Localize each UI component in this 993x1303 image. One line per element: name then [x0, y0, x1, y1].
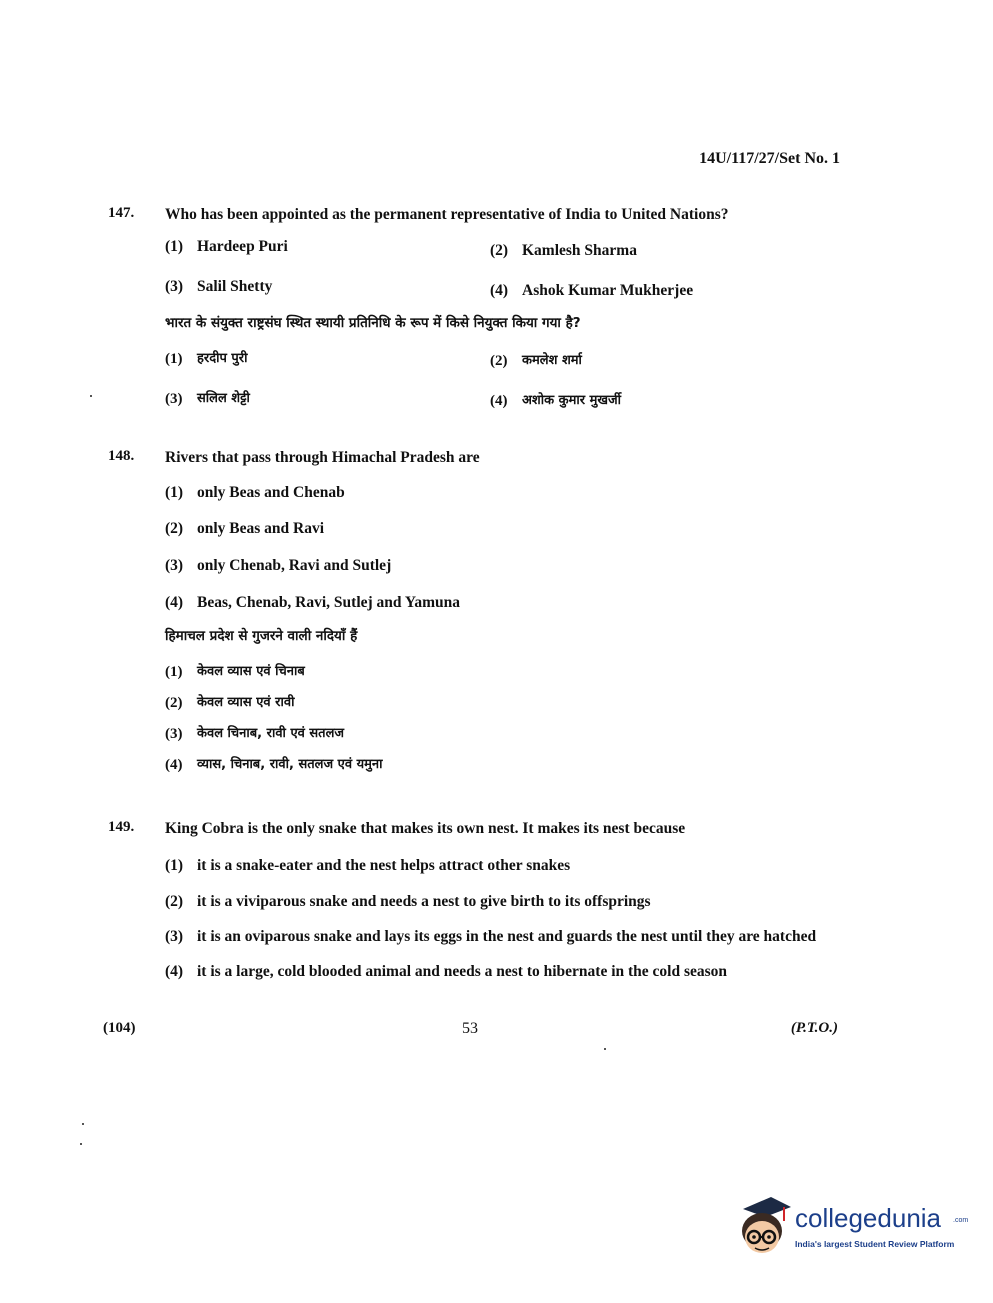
scan-speck	[604, 1048, 606, 1050]
question-148	[108, 448, 848, 775]
option-3-hindi: (3) सलिल शेट्टी	[165, 391, 250, 407]
options-english	[165, 483, 848, 613]
option-1-hindi: (1) केवल व्यास एवं चिनाब	[165, 664, 305, 680]
question-text: King Cobra is the only snake that makes its own nest. It makes its nest because	[165, 820, 686, 837]
options-hindi	[165, 662, 848, 775]
option-1: (1) it is a snake-eater and the nest helps attract other snakes	[165, 857, 571, 874]
options-english	[165, 237, 848, 301]
option-3: (3) Salil Shetty	[165, 278, 273, 295]
booklet-code: (104)	[103, 1020, 136, 1036]
question-number: 149.	[108, 819, 135, 835]
option-2: (2) only Beas and Ravi	[165, 520, 325, 537]
question-number: 148.	[108, 448, 135, 464]
option-3-hindi: (3) केवल चिनाब, रावी एवं सतलज	[165, 726, 345, 742]
page-footer	[0, 1020, 993, 1044]
option-1: (1) only Beas and Chenab	[165, 484, 345, 501]
question-text-hindi: हिमाचल प्रदेश से गुजरने वाली नदियाँ हैं	[165, 628, 358, 644]
option-2: (2) Kamlesh Sharma	[490, 242, 637, 259]
option-4-hindi: (4) अशोक कुमार मुखर्जी	[490, 393, 622, 409]
option-3: (3) it is an oviparous snake and lays its eggs in the nest and guards the nest until they are hatched	[165, 928, 817, 945]
logo-wordmark: collegedunia	[795, 1203, 942, 1233]
question-149	[108, 819, 848, 982]
option-3: (3) only Chenab, Ravi and Sutlej	[165, 557, 392, 574]
option-4: (4) Ashok Kumar Mukherjee	[490, 282, 694, 299]
question-number: 147.	[108, 205, 135, 221]
question-text: Who has been appointed as the permanent representative of India to United Nations?	[165, 206, 729, 223]
scan-speck	[82, 1123, 84, 1125]
collegedunia-logo	[735, 1195, 969, 1265]
mascot-icon	[735, 1195, 795, 1265]
paper-code: 14U/117/27/Set No. 1	[699, 150, 840, 167]
option-2-hindi: (2) कमलेश शर्मा	[490, 353, 582, 369]
pto-label: (P.T.O.)	[790, 1020, 838, 1036]
option-4: (4) it is a large, cold blooded animal and needs a nest to hibernate in the cold season	[165, 963, 728, 980]
option-4: (4) Beas, Chenab, Ravi, Sutlej and Yamuna	[165, 594, 460, 611]
question-147	[108, 205, 848, 411]
option-4-hindi: (4) व्यास, चिनाब, रावी, सतलज एवं यमुना	[165, 757, 383, 773]
scan-speck	[80, 1143, 82, 1145]
options-english	[165, 856, 845, 982]
scan-speck	[90, 395, 92, 397]
option-2-hindi: (2) केवल व्यास एवं रावी	[165, 695, 295, 711]
logo-suffix: .com	[953, 1217, 969, 1224]
question-text: Rivers that pass through Himachal Pradesh are	[165, 449, 480, 466]
page-number: 53	[462, 1020, 478, 1037]
option-1: (1) Hardeep Puri	[165, 238, 288, 255]
question-text-hindi: भारत के संयुक्त राष्ट्रसंघ स्थित स्थायी प्रतिनिधि के रूप में किसे नियुक्त किया गया है?	[165, 315, 581, 331]
option-2: (2) it is a viviparous snake and needs a nest to give birth to its offsprings	[165, 893, 651, 910]
options-hindi	[165, 349, 848, 411]
option-1-hindi: (1) हरदीप पुरी	[165, 351, 248, 367]
logo-tagline: India's largest Student Review Platform	[795, 1239, 955, 1249]
